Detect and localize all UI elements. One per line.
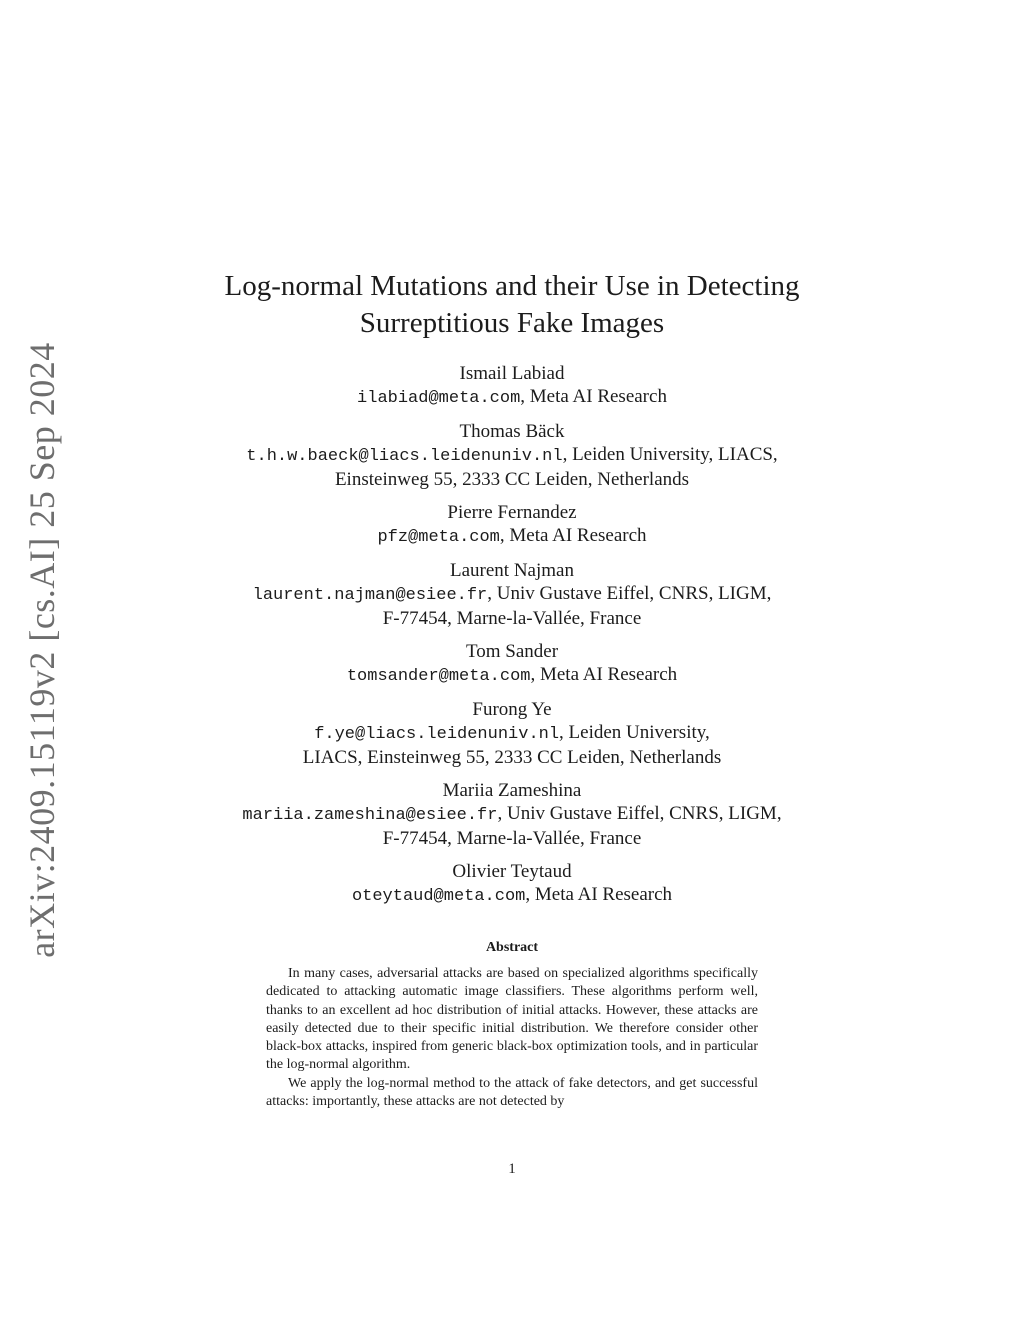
author-affiliation: , Univ Gustave Eiffel, CNRS, LIGM, — [497, 803, 782, 824]
author-name: Laurent Najman — [450, 560, 574, 581]
author-contact — [150, 883, 874, 908]
author-block — [150, 698, 874, 769]
author-list — [150, 362, 874, 918]
author-contact — [150, 721, 874, 746]
title-line-1: Log-normal Mutations and their Use in Detecting — [224, 270, 800, 302]
author-address: F-77454, Marne-la-Vallée, France — [382, 828, 642, 849]
author-name: Tom Sander — [465, 641, 559, 662]
author-block — [150, 860, 874, 908]
author-affiliation: , Leiden University, LIACS, — [562, 444, 778, 465]
author-email[interactable]: ilabiad@meta.com — [357, 389, 521, 408]
author-email[interactable]: oteytaud@meta.com — [351, 887, 526, 906]
author-affiliation: , Univ Gustave Eiffel, CNRS, LIGM, — [487, 583, 772, 604]
author-name: Thomas Bäck — [459, 421, 565, 442]
author-name: Ismail Labiad — [459, 363, 565, 384]
page-number: 1 — [508, 1161, 516, 1177]
author-name: Pierre Fernandez — [447, 502, 577, 523]
author-contact — [150, 524, 874, 549]
author-affiliation: , Meta AI Research — [520, 386, 667, 407]
author-block — [150, 362, 874, 410]
author-block — [150, 640, 874, 688]
author-address: LIACS, Einsteinweg 55, 2333 CC Leiden, Netherlands — [302, 747, 722, 768]
abstract-paragraph: We apply the log-normal method to the attack of fake detectors, and get successful attacks: importantly, these attacks are not detected by — [266, 1075, 758, 1110]
author-email[interactable]: mariia.zameshina@esiee.fr — [242, 806, 498, 825]
author-block — [150, 559, 874, 630]
author-contact — [150, 802, 874, 827]
author-block — [150, 779, 874, 850]
author-block — [150, 420, 874, 491]
paper-title — [212, 268, 812, 342]
arxiv-identifier[interactable]: arXiv:2409.15119v2 [cs.AI] 25 Sep 2024 — [22, 342, 62, 958]
author-contact — [150, 663, 874, 688]
abstract-heading: Abstract — [485, 940, 539, 955]
author-affiliation: , Meta AI Research — [530, 664, 678, 685]
author-name: Furong Ye — [472, 699, 552, 720]
author-email[interactable]: laurent.najman@esiee.fr — [252, 586, 488, 605]
author-email[interactable]: pfz@meta.com — [377, 528, 500, 547]
author-address: F-77454, Marne-la-Vallée, France — [382, 608, 642, 629]
title-line-2: Surreptitious Fake Images — [359, 307, 665, 339]
author-contact — [150, 582, 874, 607]
author-affiliation: , Meta AI Research — [499, 525, 647, 546]
author-affiliation: , Meta AI Research — [525, 884, 673, 905]
author-contact — [150, 385, 874, 410]
author-affiliation: , Leiden University, — [559, 722, 710, 743]
author-address: Einsteinweg 55, 2333 CC Leiden, Netherlands — [334, 469, 690, 490]
author-contact — [150, 443, 874, 468]
author-block — [150, 501, 874, 549]
author-email[interactable]: tomsander@meta.com — [346, 667, 531, 686]
abstract-body — [266, 965, 758, 1111]
author-email[interactable]: f.ye@liacs.leidenuniv.nl — [314, 725, 560, 744]
abstract-paragraph: In many cases, adversarial attacks are based on specialized algorithms specifically dedicated to attacking automatic image classifiers. These algorithms perform well, thanks to an excellent ad hoc distribution of initial attacks. However, these attacks are easily detected due to their specific initial distribution. We therefore consider other black-box attacks, inspired from generic black-box optimization tools, and in particular the log-normal algorithm. — [266, 966, 758, 1073]
author-email[interactable]: t.h.w.baeck@liacs.leidenuniv.nl — [246, 447, 563, 466]
author-name: Mariia Zameshina — [442, 780, 582, 801]
author-name: Olivier Teytaud — [452, 861, 572, 882]
